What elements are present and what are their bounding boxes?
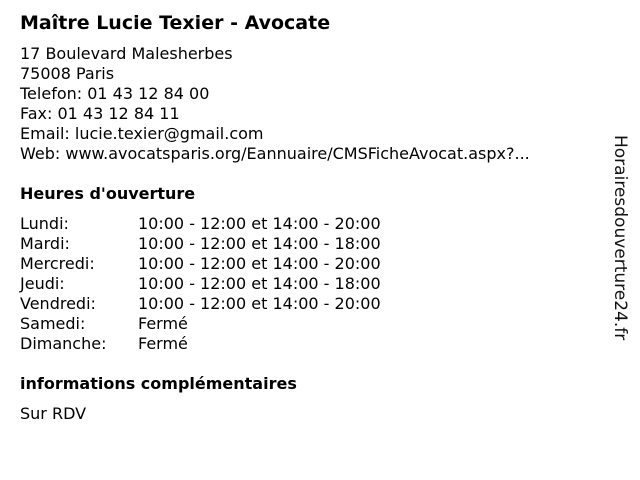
time-range: Fermé xyxy=(138,334,188,353)
hours-row-friday xyxy=(20,294,440,314)
postal-city: 75008 Paris xyxy=(20,64,115,83)
street-address: 17 Boulevard Malesherbes xyxy=(20,44,233,63)
time-range: 10:00 - 12:00 et 14:00 - 20:00 xyxy=(138,294,381,313)
hours-row-tuesday xyxy=(20,234,440,254)
website-url: Web: www.avocatsparis.org/Eannuaire/CMSFicheAvocat.aspx?... xyxy=(20,144,530,163)
day-label: Mardi: xyxy=(20,234,70,253)
day-label: Dimanche: xyxy=(20,334,107,353)
address-block xyxy=(20,44,530,164)
day-label: Samedi: xyxy=(20,314,86,333)
page-title: Maître Lucie Texier - Avocate xyxy=(20,12,331,34)
hours-row-saturday xyxy=(20,314,440,334)
phone-number: Telefon: 01 43 12 84 00 xyxy=(20,84,210,103)
email-address: Email: lucie.texier@gmail.com xyxy=(20,124,264,143)
hours-row-sunday xyxy=(20,334,440,354)
additional-info-heading: informations complémentaires xyxy=(20,374,297,393)
hours-row-thursday xyxy=(20,274,440,294)
day-label: Mercredi: xyxy=(20,254,95,273)
time-range: 10:00 - 12:00 et 14:00 - 20:00 xyxy=(138,214,381,233)
day-label: Vendredi: xyxy=(20,294,96,313)
hours-row-wednesday xyxy=(20,254,440,274)
day-label: Lundi: xyxy=(20,214,69,233)
time-range: 10:00 - 12:00 et 14:00 - 18:00 xyxy=(138,234,381,253)
hours-row-monday xyxy=(20,214,440,234)
additional-info-text: Sur RDV xyxy=(20,404,87,423)
time-range: 10:00 - 12:00 et 14:00 - 18:00 xyxy=(138,274,381,293)
opening-hours-table xyxy=(20,214,440,354)
time-range: 10:00 - 12:00 et 14:00 - 20:00 xyxy=(138,254,381,273)
day-label: Jeudi: xyxy=(20,274,65,293)
time-range: Fermé xyxy=(138,314,188,333)
site-watermark: Horairesdouverture24.fr xyxy=(610,135,630,341)
fax-number: Fax: 01 43 12 84 11 xyxy=(20,104,180,123)
opening-hours-heading: Heures d'ouverture xyxy=(20,184,196,203)
